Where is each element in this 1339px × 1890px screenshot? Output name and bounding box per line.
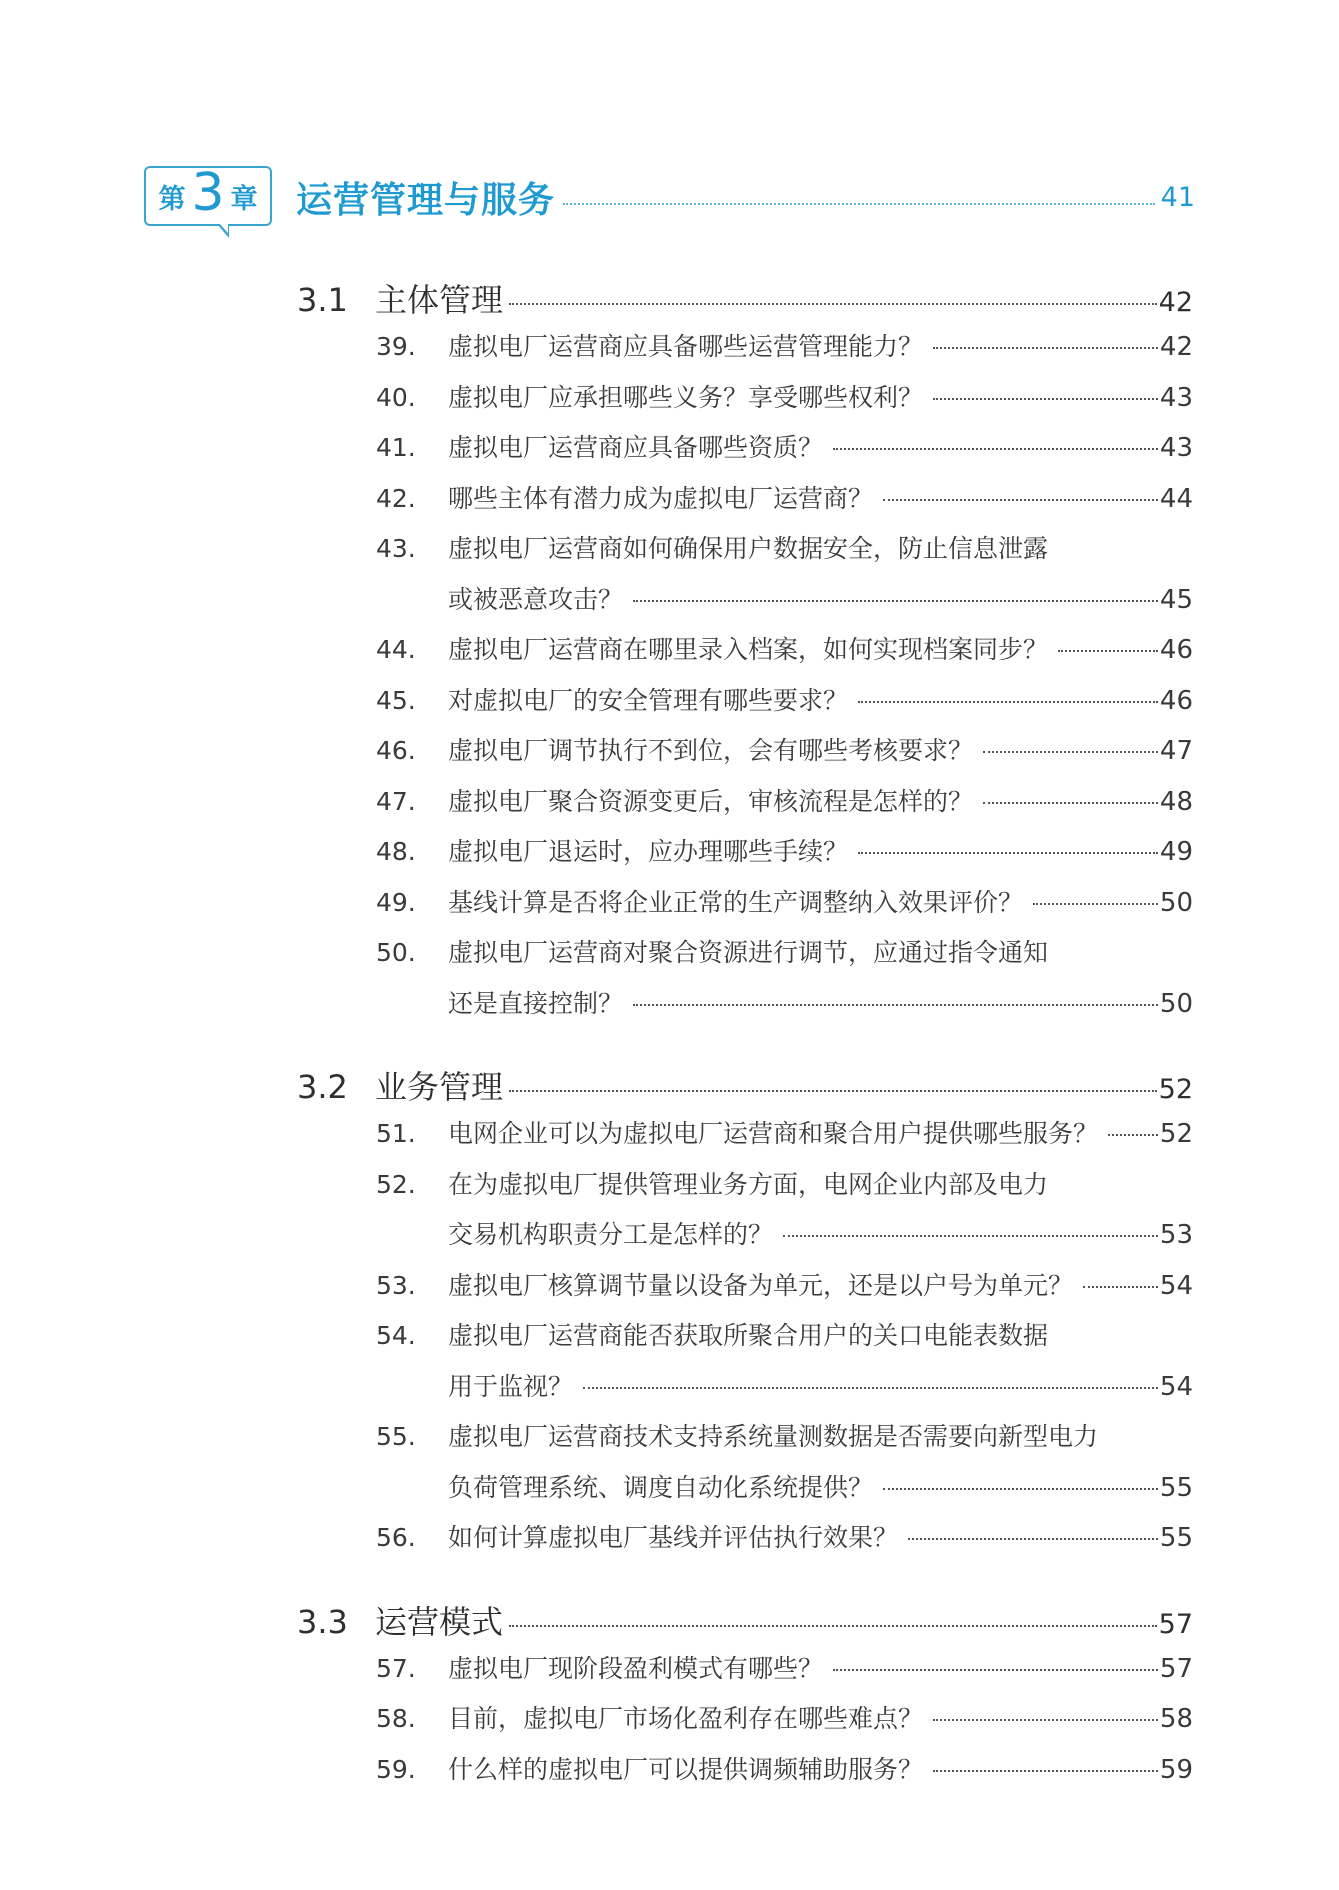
item-text: 用于监视？ <box>448 1371 574 1401</box>
item-number: 51. <box>376 1119 416 1148</box>
chapter-heading <box>140 162 1195 252</box>
toc-item <box>376 1417 1193 1453</box>
item-number: 48. <box>376 837 416 866</box>
toc-item <box>376 883 1193 919</box>
item-page: 50 <box>1159 887 1193 918</box>
leader-dots <box>633 600 1158 602</box>
item-page: 58 <box>1159 1704 1193 1734</box>
section-entry <box>297 275 1193 321</box>
item-text: 什么样的虚拟电厂可以提供调频辅助服务？ <box>448 1754 924 1784</box>
toc-item <box>376 681 1193 717</box>
toc-item <box>376 1165 1193 1201</box>
toc-item <box>376 529 1193 565</box>
item-number: 52. <box>376 1169 416 1199</box>
section-number: 3.3 <box>297 1602 348 1641</box>
item-page: 45 <box>1159 584 1193 615</box>
item-page: 43 <box>1159 382 1193 413</box>
item-text: 虚拟电厂现阶段盈利模式有哪些？ <box>448 1653 824 1683</box>
item-text: 虚拟电厂运营商在哪里录入档案，如何实现档案同步？ <box>448 635 1049 664</box>
toc-item <box>376 1699 1193 1735</box>
item-number: 47. <box>376 786 416 816</box>
toc-item <box>376 1649 1193 1685</box>
item-text: 虚拟电厂退运时，应办理哪些手续？ <box>448 837 849 866</box>
item-text: 对虚拟电厂的安全管理有哪些要求？ <box>448 685 849 715</box>
item-number: 40. <box>376 382 416 412</box>
item-number: 57. <box>376 1653 416 1683</box>
section-title: 运营模式 <box>375 1602 504 1641</box>
leader-dots <box>833 1669 1158 1671</box>
item-page: 54 <box>1159 1270 1193 1301</box>
toc-item <box>376 1266 1193 1302</box>
item-number: 59. <box>376 1754 416 1784</box>
leader-dots <box>883 1488 1158 1490</box>
toc-item-continuation <box>448 984 1193 1020</box>
toc-item <box>376 1316 1193 1352</box>
item-page: 49 <box>1159 837 1193 867</box>
item-number: 53. <box>376 1270 416 1300</box>
item-page: 54 <box>1159 1371 1193 1402</box>
item-page: 42 <box>1159 332 1193 362</box>
toc-item <box>376 479 1193 515</box>
toc-item <box>376 933 1193 969</box>
leader-dots <box>933 1719 1158 1721</box>
item-page: 59 <box>1159 1754 1193 1785</box>
toc-item <box>376 378 1193 414</box>
item-number: 54. <box>376 1321 416 1350</box>
chapter-title-line <box>296 162 1195 232</box>
section-number: 3.2 <box>297 1068 348 1106</box>
leader-dots <box>1058 650 1158 652</box>
toc-item <box>376 630 1193 666</box>
item-text: 虚拟电厂运营商应具备哪些运营管理能力？ <box>448 332 924 361</box>
item-page: 48 <box>1159 786 1193 817</box>
item-page: 53 <box>1159 1220 1193 1250</box>
toc-item-continuation <box>448 1367 1193 1403</box>
item-text: 还是直接控制？ <box>448 988 624 1018</box>
leader-dots <box>983 802 1158 804</box>
item-page: 55 <box>1159 1523 1193 1553</box>
item-text: 虚拟电厂运营商能否获取所聚合用户的关口电能表数据 <box>448 1321 1049 1350</box>
leader-dots <box>633 1004 1158 1006</box>
item-text: 虚拟电厂应承担哪些义务？享受哪些权利？ <box>448 382 924 412</box>
leader-dots <box>1083 1286 1158 1288</box>
item-text: 目前，虚拟电厂市场化盈利存在哪些难点？ <box>448 1704 924 1733</box>
item-number: 58. <box>376 1704 416 1733</box>
leader-dots <box>509 303 1157 305</box>
leader-dots <box>1033 903 1158 905</box>
toc-item <box>376 782 1193 818</box>
section-title: 业务管理 <box>375 1068 504 1106</box>
toc-item-continuation <box>448 580 1193 616</box>
toc-item <box>376 327 1193 363</box>
leader-dots <box>509 1625 1157 1627</box>
item-text: 负荷管理系统、调度自动化系统提供？ <box>448 1472 874 1502</box>
item-page: 47 <box>1159 736 1193 766</box>
toc-item <box>376 1518 1193 1554</box>
toc-item-continuation <box>448 1468 1193 1504</box>
leader-dots <box>983 751 1158 753</box>
item-page: 44 <box>1159 483 1193 514</box>
item-page: 43 <box>1159 433 1193 463</box>
toc-item-continuation <box>448 1215 1193 1251</box>
item-text: 基线计算是否将企业正常的生产调整纳入效果评价？ <box>448 887 1024 917</box>
item-number: 41. <box>376 433 416 462</box>
item-page: 55 <box>1159 1472 1193 1503</box>
leader-dots <box>883 499 1158 501</box>
item-text: 虚拟电厂聚合资源变更后，审核流程是怎样的？ <box>448 786 974 816</box>
leader-dots <box>908 1538 1158 1540</box>
item-number: 43. <box>376 534 416 563</box>
item-page: 46 <box>1159 635 1193 665</box>
leader-dots <box>563 203 1155 205</box>
leader-dots <box>583 1387 1158 1389</box>
item-number: 42. <box>376 483 416 513</box>
leader-dots <box>858 701 1158 703</box>
item-text: 电网企业可以为虚拟电厂运营商和聚合用户提供哪些服务？ <box>448 1119 1099 1148</box>
section-page: 52 <box>1158 1074 1193 1105</box>
item-number: 49. <box>376 887 416 917</box>
toc-item <box>376 832 1193 868</box>
item-text: 虚拟电厂核算调节量以设备为单元，还是以户号为单元？ <box>448 1270 1074 1300</box>
section-page: 57 <box>1158 1608 1193 1640</box>
item-text: 虚拟电厂调节执行不到位，会有哪些考核要求？ <box>448 736 974 765</box>
badge-tail-inner <box>219 223 228 233</box>
item-text: 哪些主体有潜力成为虚拟电厂运营商？ <box>448 483 874 513</box>
chapter-number: 3 <box>191 163 225 223</box>
item-page: 50 <box>1159 988 1193 1019</box>
item-number: 44. <box>376 635 416 664</box>
leader-dots <box>933 1770 1158 1772</box>
section-entry <box>297 1062 1193 1108</box>
item-page: 46 <box>1159 685 1193 716</box>
item-number: 39. <box>376 332 416 361</box>
toc-item <box>376 1750 1193 1786</box>
item-number: 55. <box>376 1422 416 1451</box>
leader-dots <box>1108 1134 1158 1136</box>
item-text: 虚拟电厂运营商应具备哪些资质？ <box>448 433 824 462</box>
item-text: 虚拟电厂运营商技术支持系统量测数据是否需要向新型电力 <box>448 1422 1099 1451</box>
section-page: 42 <box>1158 287 1193 318</box>
item-text: 或被恶意攻击？ <box>448 584 624 614</box>
toc-item <box>376 731 1193 767</box>
item-page: 57 <box>1159 1653 1193 1684</box>
section-number: 3.1 <box>297 281 348 319</box>
leader-dots <box>833 448 1158 450</box>
item-text: 虚拟电厂运营商如何确保用户数据安全，防止信息泄露 <box>448 534 1049 563</box>
chapter-label-pre: 第 <box>158 183 186 215</box>
item-text: 如何计算虚拟电厂基线并评估执行效果？ <box>448 1523 899 1552</box>
item-number: 46. <box>376 736 416 765</box>
item-page: 52 <box>1159 1119 1193 1149</box>
chapter-page: 41 <box>1160 181 1195 213</box>
toc-item <box>376 428 1193 464</box>
toc-item <box>376 1114 1193 1150</box>
section-entry <box>297 1597 1193 1643</box>
item-text: 在为虚拟电厂提供管理业务方面，电网企业内部及电力 <box>448 1169 1049 1199</box>
item-text: 虚拟电厂运营商对聚合资源进行调节，应通过指令通知 <box>448 938 1049 967</box>
leader-dots <box>933 398 1158 400</box>
leader-dots <box>858 852 1158 854</box>
leader-dots <box>933 347 1158 349</box>
section-title: 主体管理 <box>375 281 504 319</box>
chapter-label-post: 章 <box>230 183 258 215</box>
item-number: 45. <box>376 685 416 715</box>
item-number: 56. <box>376 1523 416 1552</box>
item-number: 50. <box>376 938 416 967</box>
item-text: 交易机构职责分工是怎样的？ <box>448 1220 774 1249</box>
chapter-badge <box>144 163 272 226</box>
leader-dots <box>783 1235 1158 1237</box>
chapter-title: 运营管理与服务 <box>296 179 556 221</box>
leader-dots <box>509 1090 1157 1092</box>
